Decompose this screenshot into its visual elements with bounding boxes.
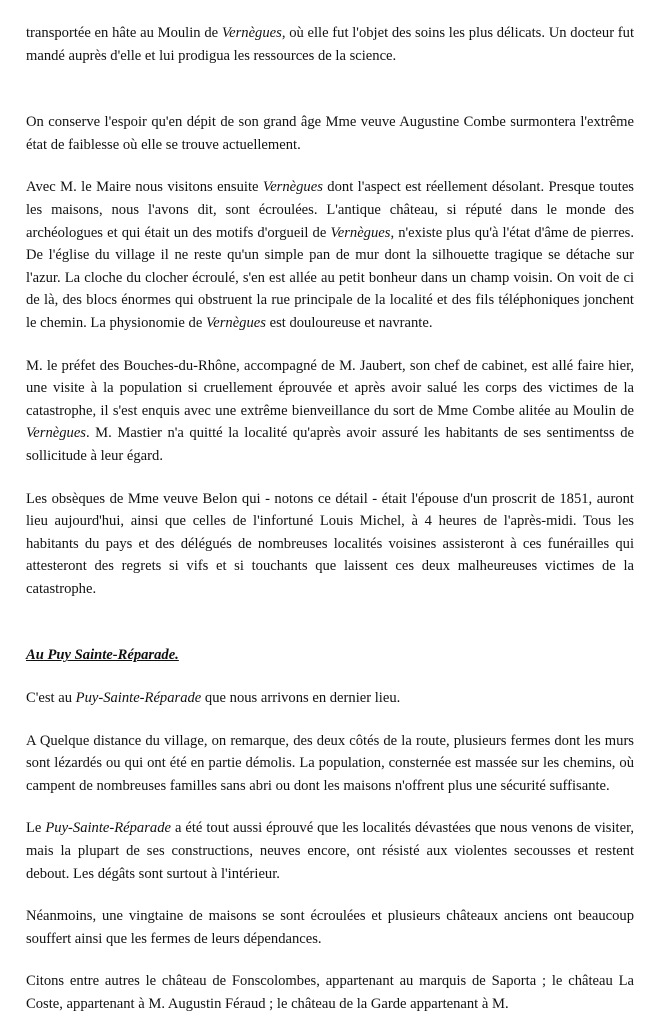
paragraph-9: Néanmoins, une vingtaine de maisons se sont écroulées et plusieurs châteaux anciens ont beaucoup souffert ainsi que les fermes de leurs dépendances. xyxy=(26,908,634,947)
place-name: Vernègues xyxy=(26,425,86,442)
text-run: , n'existe plus qu'à l'état d'âme de pierres. De l'église du village il ne reste qu'un simple pan de mur dont la silhouette tragique se détache sur l'azur. La cloche du clocher écroulé, s'en est allée au petit bonheur dans un champ voisin. On voit de ci de là, des blocs énormes qui obstruent la rue principale de la localité et des fils téléphoniques jonchent le chemin. La physionomie de xyxy=(26,224,634,331)
paragraph-7: A Quelque distance du village, on remarque, des deux côtés de la route, plusieurs fermes dont les murs sont lézardés ou qui ont été en partie démolis. La population, consternée est massée sur les chemins, où campent de nombreuses familles sans abri ou dont les maisons n'offrent plus une sécurité suffisante. xyxy=(26,732,634,794)
text-run: C'est au xyxy=(26,690,76,707)
text-run: que nous arrivons en dernier lieu. xyxy=(201,690,401,707)
paragraph-2: On conserve l'espoir qu'en dépit de son grand âge Mme veuve Augustine Combe surmontera l'extrême état de faiblesse où elle se trouve actuellement. xyxy=(26,114,634,153)
place-name: Puy-Sainte-Réparade xyxy=(45,820,171,837)
paragraph-8 xyxy=(26,817,634,885)
paragraph-6 xyxy=(26,687,634,710)
text-run: dont l'aspect est réellement désolant. Presque toutes les maisons, nous l'avons dit, sont écroulées. L'antique château, si réputé dans le monde des archéologues et qui était un des motifs d'orgueil de xyxy=(26,179,634,241)
section-heading: Au Puy Sainte-Réparade. xyxy=(26,647,179,664)
text-run: a été tout aussi éprouvé que les localités dévastées que nous venons de visiter, mais la plupart de ses constructions, neuves encore, ont résisté aux violentes secousses et restent debout. Les dégâts sont surtout à l'intérieur. xyxy=(26,820,634,882)
place-name: Vernègues xyxy=(330,224,391,241)
text-run: . M. Mastier n'a quitté la localité qu'après avoir assuré les habitants de ses sentimentss de sollicitude à leur égard. xyxy=(26,425,634,464)
paragraph-4 xyxy=(26,355,634,468)
place-name: Vernègues xyxy=(205,314,266,331)
place-name: Vernègues xyxy=(262,179,323,196)
paragraph-10: Citons entre autres le château de Fonscolombes, appartenant au marquis de Saporta ; le château La Coste, appartenant à M. Augustin Féraud ; le château de la Garde appartenant à M. xyxy=(26,973,634,1012)
place-name: Vernègues xyxy=(221,25,282,41)
text-run: M. le préfet des Bouches-du-Rhône, accompagné de M. Jaubert, son chef de cabinet, est allé faire hier, une visite à la population si cruellement éprouvée et après avoir salué les corps des victimes de la catastrophe, il s'est enquis avec une extrême bienveillance du sort de Mme Combe alitée au Moulin de xyxy=(26,357,634,419)
text-run: Avec M. le Maire nous visitons ensuite xyxy=(26,179,263,196)
paragraph-1 xyxy=(26,22,634,67)
text-run: est douloureuse et navrante. xyxy=(265,314,433,331)
place-name: Puy-Sainte-Réparade xyxy=(75,690,202,707)
paragraph-5: Les obsèques de Mme veuve Belon qui - notons ce détail - était l'épouse d'un proscrit de 1851, auront lieu aujourd'hui, ainsi que celles de l'infortuné Louis Michel, à 4 heures de l'après-midi. Tous les habitants du pays et des délégués de nombreuses localités voisines assisteront à ces funérailles qui attesteront des regrets si vifs et si touchants que laissent ces deux malheureuses victimes de la catastrophe. xyxy=(26,490,634,597)
document-page xyxy=(26,22,634,1016)
text-run: transportée en hâte au Moulin de xyxy=(26,25,222,41)
paragraph-3 xyxy=(26,176,634,334)
text-run: , où elle fut l'objet des soins les plus délicats. Un docteur fut mandé auprès d'elle et lui prodigua les ressources de la science. xyxy=(26,25,634,64)
text-run: Le xyxy=(26,820,46,837)
